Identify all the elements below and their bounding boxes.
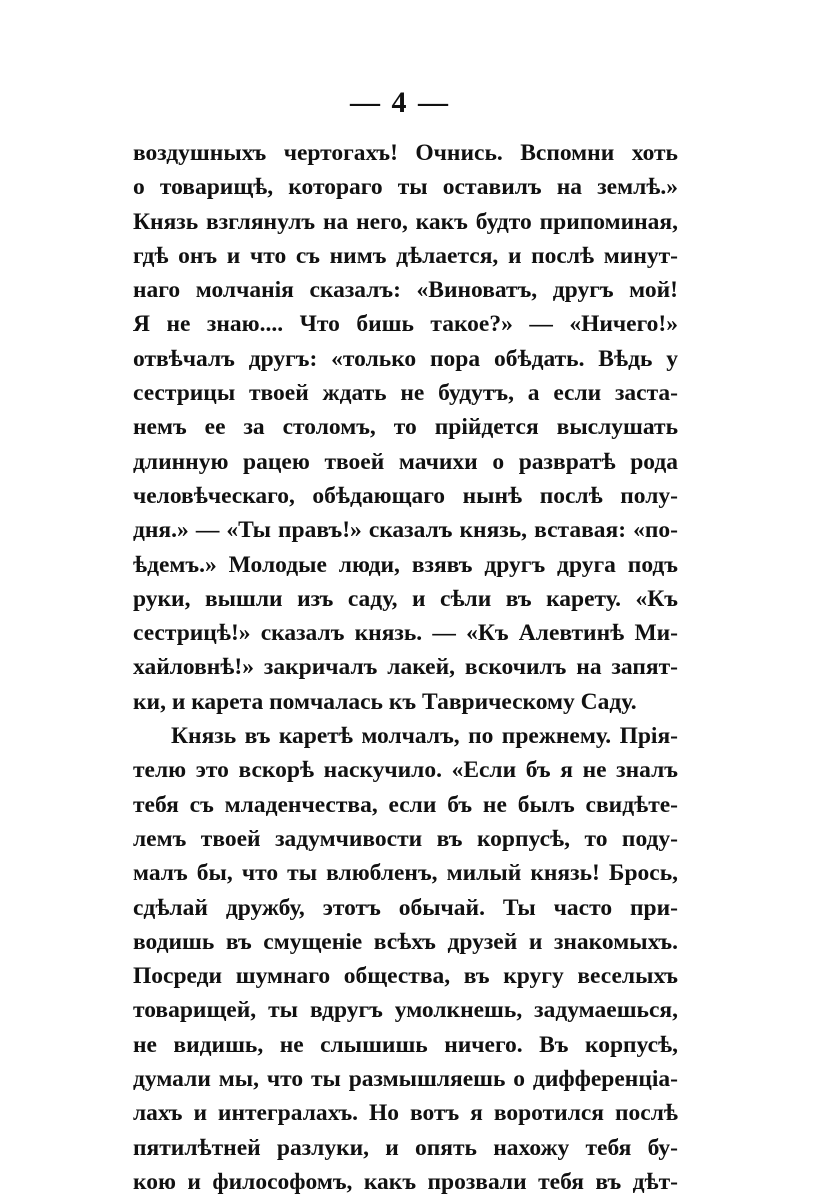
- text-line: товарищей, ты вдругъ умолкнешь, задумаешься,: [133, 997, 678, 1024]
- text-line: Князь взглянулъ на него, какъ будто припоминая,: [133, 208, 678, 235]
- text-line: сдѣлай дружбу, этотъ обычай. Ты часто при-: [133, 894, 678, 921]
- text-line: отвѣчалъ другъ: «только пора обѣдать. Вѣдь у: [133, 345, 678, 372]
- text-line: хайловнѣ!» закричалъ лакей, вскочилъ на запят-: [133, 654, 678, 681]
- text-line: ѣдемъ.» Молодые люди, взявъ другъ друга подъ: [133, 551, 678, 578]
- text-line: тебя съ младенчества, если бъ не былъ свидѣте-: [133, 791, 678, 818]
- page-number: — 4 —: [350, 86, 450, 119]
- text-line: Я не знаю.... Что бишь такое?» — «Ничего!»: [133, 311, 678, 338]
- body-text: [133, 136, 678, 1199]
- text-line: сестрицѣ!» сказалъ князь. — «Къ Алевтинѣ Ми-: [133, 620, 678, 647]
- text-line: Посреди шумнаго общества, въ кругу веселыхъ: [133, 963, 678, 990]
- text-line: водишь въ смущеніе всѣхъ друзей и знакомыхъ.: [133, 928, 678, 955]
- paragraph-2: [133, 719, 678, 1199]
- text-line: немъ ее за столомъ, то прійдется выслушать: [133, 414, 678, 441]
- text-line: телю это вскорѣ наскучило. «Если бъ я не зналъ: [133, 757, 678, 784]
- text-line: пятилѣтней разлуки, и опять нахожу тебя бу-: [133, 1134, 678, 1161]
- text-line: лемъ твоей задумчивости въ корпусѣ, то поду-: [133, 825, 678, 852]
- text-line: думали мы, что ты размышляешь о дифференціа-: [133, 1066, 678, 1093]
- text-line: наго молчанія сказалъ: «Виноватъ, другъ мой!: [133, 277, 678, 304]
- text-line: руки, вышли изъ саду, и сѣли въ карету. «Къ: [133, 585, 678, 612]
- text-line: длинную рацею твоей мачихи о развратѣ рода: [133, 448, 678, 475]
- text-line: дня.» — «Ты правъ!» сказалъ князь, вставая: «по-: [133, 517, 678, 544]
- text-line: кою и философомъ, какъ прозвали тебя въ дѣт-: [133, 1168, 678, 1195]
- text-line: гдѣ онъ и что съ нимъ дѣлается, и послѣ минут-: [133, 242, 678, 269]
- text-line: ки, и карета помчалась къ Таврическому Саду.: [133, 688, 637, 715]
- text-line: Князь въ каретѣ молчалъ, по прежнему. Прія-: [171, 723, 678, 750]
- text-line: не видишь, не слышишь ничего. Въ корпусѣ,: [133, 1031, 678, 1058]
- text-line: малъ бы, что ты влюбленъ, милый князь! Брось,: [133, 860, 678, 887]
- text-line: человѣческаго, обѣдающаго нынѣ послѣ полу-: [133, 482, 678, 509]
- paragraph-1: [133, 136, 678, 719]
- text-line: воздушныхъ чертогахъ! Очнись. Вспомни хоть: [133, 140, 678, 166]
- text-line: сестрицы твоей ждать не будутъ, а если заста-: [133, 380, 678, 407]
- text-line: о товарищѣ, котораго ты оставилъ на землѣ.»: [133, 174, 678, 201]
- text-line: лахъ и интегралахъ. Но вотъ я воротился послѣ: [133, 1100, 678, 1127]
